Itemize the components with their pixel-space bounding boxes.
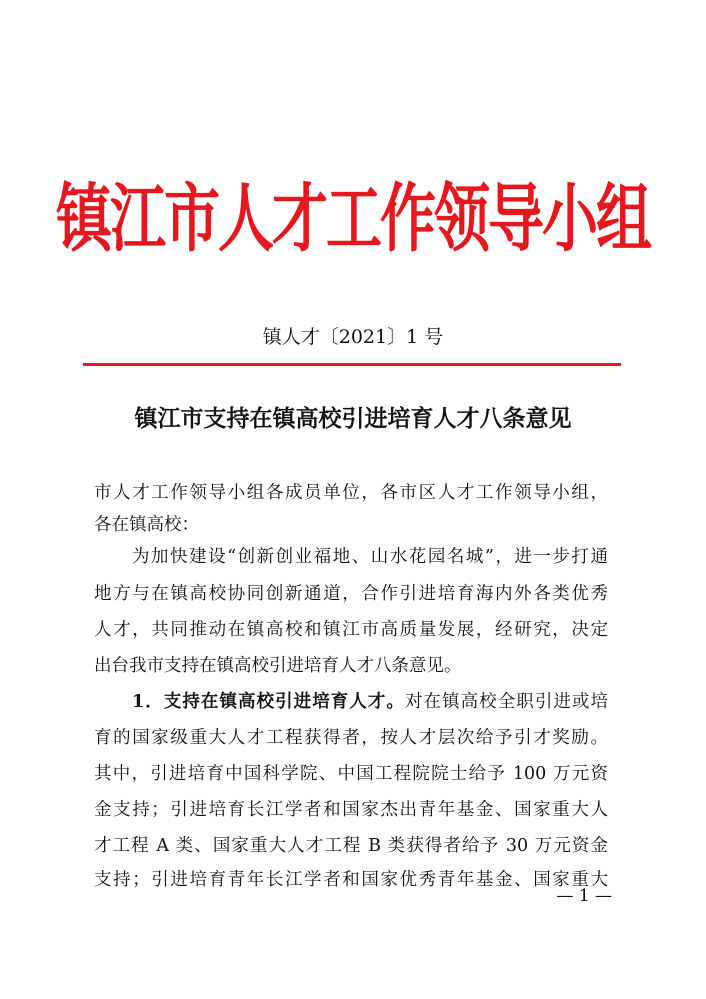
item1-first-line-text: 对在镇高校全职引进或培 [404,692,608,712]
intro-line-1: 为加快建设“创新创业福地、山水花园名城”，进一步打通 [132,547,608,567]
document-title: 镇江市支持在镇高校引进培育人才八条意见 [134,405,572,432]
item1-line-3: 其中，引进培育中国科学院、中国工程院院士给予 100 万元资 [94,764,608,784]
item1-line-2: 育的国家级重大人才工程获得者，按人才层次给予引才奖励。 [94,728,608,748]
intro-line-2: 地方与在镇高校协同创新通道，合作引进培育海内外各类优秀 [94,584,608,604]
intro-line-4: 出台我市支持在镇高校引进培育人才八条意见。 [94,656,462,676]
red-divider-line [83,363,621,366]
intro-line-3: 人才，共同推动在镇高校和镇江市高质量发展，经研究，决定 [94,620,608,640]
item1-first-line [132,690,608,714]
page-number: — 1 — [556,886,612,906]
item1-line-4: 金支持；引进培育长江学者和国家杰出青年基金、国家重大人 [94,800,608,820]
addressee-line-1: 市人才工作领导小组各成员单位，各市区人才工作领导小组， [94,483,608,503]
document-number: 镇人才〔2021〕1 号 [262,326,444,348]
item1-heading: 1．支持在镇高校引进培育人才。 [132,692,405,712]
masthead-title: 镇江市人才工作领导小组 [56,175,650,263]
item1-line-6: 支持；引进培育青年长江学者和国家优秀青年基金、国家重大 [94,870,608,890]
addressee-line-2: 各在镇高校： [94,515,199,535]
item1-line-5: 才工程 A 类、国家重大人才工程 B 类获得者给予 30 万元资金 [94,836,608,856]
